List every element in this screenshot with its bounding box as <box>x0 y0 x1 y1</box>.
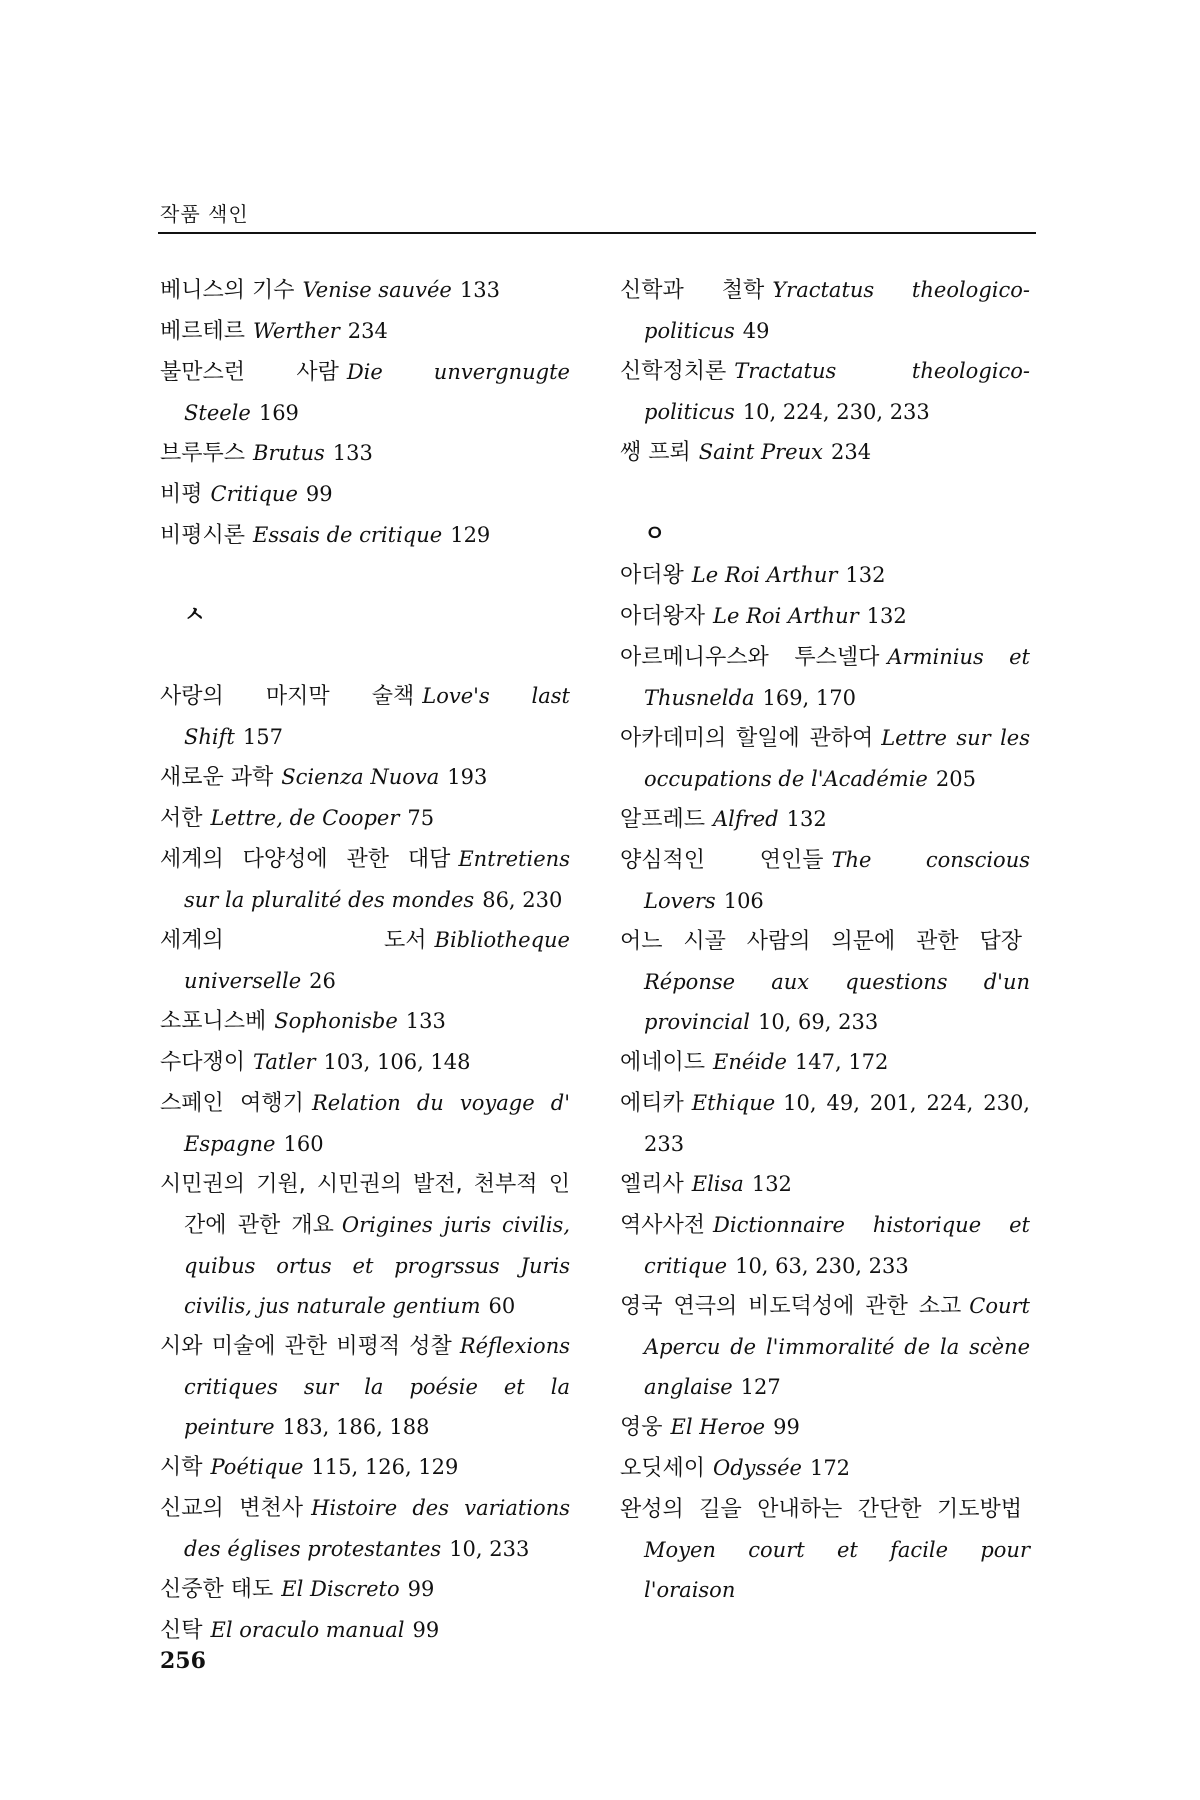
index-entry <box>620 1407 1030 1448</box>
index-entry <box>620 921 1030 1042</box>
page-references: 49 <box>742 319 770 343</box>
korean-title: 엘리사 <box>620 1172 684 1197</box>
korean-title: 어느 시골 사람의 의문에 관한 답장 <box>620 929 1022 954</box>
original-title: Yractatus theologico-politicus <box>644 278 1030 343</box>
original-title: Le Roi Arthur <box>713 604 859 628</box>
korean-title: 알프레드 <box>620 807 706 832</box>
original-title: Brutus <box>253 441 325 465</box>
original-title: Moyen court et facile pour l'oraison <box>644 1538 1030 1602</box>
page-references: 75 <box>407 806 435 830</box>
right-entries-b <box>620 555 1030 1610</box>
korean-title: 베니스의 기수 <box>160 278 295 303</box>
original-title: Tractatus theologico-politicus <box>644 359 1030 424</box>
index-entry <box>160 798 570 839</box>
page-references: 10, 233 <box>449 1537 530 1561</box>
index-entry <box>620 1164 1030 1205</box>
page-references: 60 <box>488 1294 516 1318</box>
index-entry <box>160 920 570 1001</box>
page-references: 129 <box>450 523 491 547</box>
running-header: 작품 색인 <box>160 202 249 226</box>
original-title: Lettre, de Cooper <box>210 806 400 830</box>
original-title: Poétique <box>210 1455 304 1479</box>
original-title: El oraculo manual <box>210 1618 405 1642</box>
index-entry <box>620 637 1030 718</box>
index-entry <box>620 718 1030 799</box>
korean-title: 신중한 태도 <box>160 1577 274 1602</box>
page-references: 172 <box>809 1456 851 1480</box>
index-entry <box>620 1448 1030 1489</box>
original-title: Enéide <box>713 1050 787 1074</box>
index-entry <box>160 352 570 433</box>
korean-title: 아더왕 <box>620 563 684 588</box>
index-entry <box>160 1164 570 1326</box>
korean-title: 베르테르 <box>160 319 246 344</box>
korean-title: 양심적인 연인들 <box>620 848 824 873</box>
original-title: Werther <box>253 319 340 343</box>
header-rule <box>158 232 1036 234</box>
index-entry <box>160 1083 570 1164</box>
original-title: Ethique <box>691 1091 776 1115</box>
page-references: 26 <box>309 969 336 993</box>
korean-title: 신교의 변천사 <box>160 1496 304 1521</box>
index-entry <box>620 432 1030 473</box>
index-entry <box>160 1610 570 1651</box>
korean-title: 오딧세이 <box>620 1456 706 1481</box>
page-references: 133 <box>405 1009 446 1033</box>
index-entry <box>160 1326 570 1447</box>
page-references: 86, 230 <box>482 888 563 912</box>
page-references: 132 <box>751 1172 792 1196</box>
index-entry <box>160 1569 570 1610</box>
page-references: 115, 126, 129 <box>311 1455 459 1479</box>
index-entry <box>620 351 1030 432</box>
page-references: 157 <box>242 725 283 749</box>
korean-title: 비평 <box>160 482 203 507</box>
korean-title: 신학정치론 <box>620 359 727 384</box>
left-entries-b <box>160 676 570 1651</box>
index-entry <box>160 270 570 311</box>
page-references: 132 <box>786 807 827 831</box>
korean-title: 서한 <box>160 806 203 831</box>
index-entry <box>160 1447 570 1488</box>
index-entry <box>620 799 1030 840</box>
korean-title: 아르메니우스와 투스넬다 <box>620 645 880 670</box>
original-title: Die unvergnugte Steele <box>184 360 570 425</box>
index-entry <box>620 1286 1030 1407</box>
original-title: Odyssée <box>713 1456 802 1480</box>
index-entry <box>160 311 570 352</box>
index-entry <box>620 1042 1030 1083</box>
index-entry <box>620 270 1030 351</box>
index-entry <box>160 1001 570 1042</box>
korean-title: 세계의 도서 <box>160 928 427 953</box>
original-title: Alfred <box>713 807 779 831</box>
korean-title: 세계의 다양성에 관한 대담 <box>160 847 451 872</box>
korean-title: 수다쟁이 <box>160 1050 246 1075</box>
original-title: Tatler <box>253 1050 316 1074</box>
korean-title: 에네이드 <box>620 1050 706 1075</box>
korean-title: 영웅 <box>620 1415 663 1440</box>
original-title: The conscious Lovers <box>644 848 1030 913</box>
page-references: 99 <box>773 1415 800 1439</box>
page-references: 169 <box>258 401 299 425</box>
index-entry <box>160 1488 570 1569</box>
page-references: 10, 49, 201, 224, 230, 233 <box>644 1091 1030 1156</box>
index-entry <box>160 839 570 920</box>
original-title: Elisa <box>691 1172 744 1196</box>
left-entries-a <box>160 270 570 556</box>
korean-title: 완성의 길을 안내하는 간단한 기도방법 <box>620 1497 1022 1522</box>
korean-title: 신학과 철학 <box>620 278 765 303</box>
original-title: Réponse aux questions d'un provincial <box>644 970 1030 1034</box>
korean-title: 소포니스베 <box>160 1009 267 1034</box>
page-references: 99 <box>305 482 333 506</box>
original-title: Arminius et Thusnelda <box>644 645 1030 710</box>
index-entry <box>620 1205 1030 1286</box>
original-title: Critique <box>210 482 298 506</box>
page-references: 160 <box>283 1132 324 1156</box>
page-references: 133 <box>332 441 373 465</box>
original-title: Scienza Nuova <box>281 765 440 789</box>
original-title: Origines juris civilis, quibus ortus et progrssus Juris civilis, jus naturale gentium <box>184 1213 570 1318</box>
original-title: Relation du voyage d' Espagne <box>184 1091 570 1156</box>
original-title: Réflexions critiques sur la poésie et la peinture <box>184 1334 570 1439</box>
original-title: Venise sauvée <box>302 278 452 302</box>
page-references: 10, 63, 230, 233 <box>735 1254 909 1278</box>
korean-title: 브루투스 <box>160 441 246 466</box>
page-references: 234 <box>347 319 388 343</box>
page-references: 10, 224, 230, 233 <box>742 400 930 424</box>
korean-title: 아더왕자 <box>620 604 706 629</box>
page-references: 193 <box>447 765 488 789</box>
index-entry <box>160 515 570 556</box>
korean-title: 불만스런 사람 <box>160 360 339 385</box>
korean-title: 새로운 과학 <box>160 765 274 790</box>
original-title: Entretiens sur la pluralité des mondes <box>184 847 570 912</box>
korean-title: 아카데미의 할일에 관하여 <box>620 726 874 751</box>
index-entry <box>620 1083 1030 1164</box>
original-title: El Discreto <box>281 1577 400 1601</box>
page-references: 133 <box>459 278 500 302</box>
page-references: 132 <box>866 604 907 628</box>
original-title: Saint Preux <box>698 440 823 464</box>
index-entry <box>160 474 570 515</box>
right-column <box>620 270 1030 1610</box>
left-column <box>160 270 570 1651</box>
index-entry <box>160 676 570 757</box>
korean-title: 영국 연극의 비도덕성에 관한 소고 <box>620 1294 962 1319</box>
page-references: 147, 172 <box>794 1050 889 1074</box>
page-references: 10, 69, 233 <box>757 1010 879 1034</box>
page-number: 256 <box>160 1648 206 1674</box>
original-title: Le Roi Arthur <box>691 563 838 587</box>
page-references: 106 <box>723 889 764 913</box>
original-title: Sophonisbe <box>274 1009 398 1033</box>
korean-title: 시와 미술에 관한 비평적 성찰 <box>160 1334 452 1359</box>
page-references: 169, 170 <box>762 686 856 710</box>
page-references: 205 <box>935 767 976 791</box>
page-references: 127 <box>740 1375 781 1399</box>
korean-title: 신탁 <box>160 1618 203 1643</box>
original-title: Histoire des variations des églises protestantes <box>184 1496 570 1561</box>
index-entry <box>620 1489 1030 1610</box>
korean-title: 스페인 여행기 <box>160 1091 304 1116</box>
original-title: Court Apercu de l'immoralité de la scène anglaise <box>644 1294 1030 1399</box>
section-heading-ieung: ㅇ <box>644 522 666 547</box>
index-entry <box>620 840 1030 921</box>
original-title: Dictionnaire historique et critique <box>644 1213 1030 1278</box>
korean-title: 사랑의 마지막 술책 <box>160 684 415 709</box>
korean-title: 역사사전 <box>620 1213 706 1238</box>
page-references: 234 <box>830 440 872 464</box>
korean-title: 시민권의 기원, 시민권의 발전, 천부적 인간에 관한 개요 <box>160 1172 570 1238</box>
page-references: 99 <box>412 1618 440 1642</box>
index-entry <box>160 757 570 798</box>
index-entry <box>620 555 1030 596</box>
korean-title: 에티카 <box>620 1091 684 1116</box>
original-title: Love's last Shift <box>184 684 570 749</box>
korean-title: 시학 <box>160 1455 203 1480</box>
index-entry <box>160 433 570 474</box>
index-entry <box>160 1042 570 1083</box>
original-title: Lettre sur les occupations de l'Académie <box>644 726 1030 791</box>
original-title: Essais de critique <box>253 523 443 547</box>
korean-title: 비평시론 <box>160 523 246 548</box>
page-references: 132 <box>845 563 886 587</box>
original-title: Bibliotheque universelle <box>184 928 570 993</box>
section-heading-siot: ㅅ <box>184 603 206 628</box>
index-entry <box>620 596 1030 637</box>
original-title: El Heroe <box>670 1415 766 1439</box>
right-entries-a <box>620 270 1030 473</box>
korean-title: 쌩 프뢰 <box>620 440 691 465</box>
page-references: 103, 106, 148 <box>323 1050 471 1074</box>
page-references: 99 <box>407 1577 435 1601</box>
page-references: 183, 186, 188 <box>282 1415 430 1439</box>
